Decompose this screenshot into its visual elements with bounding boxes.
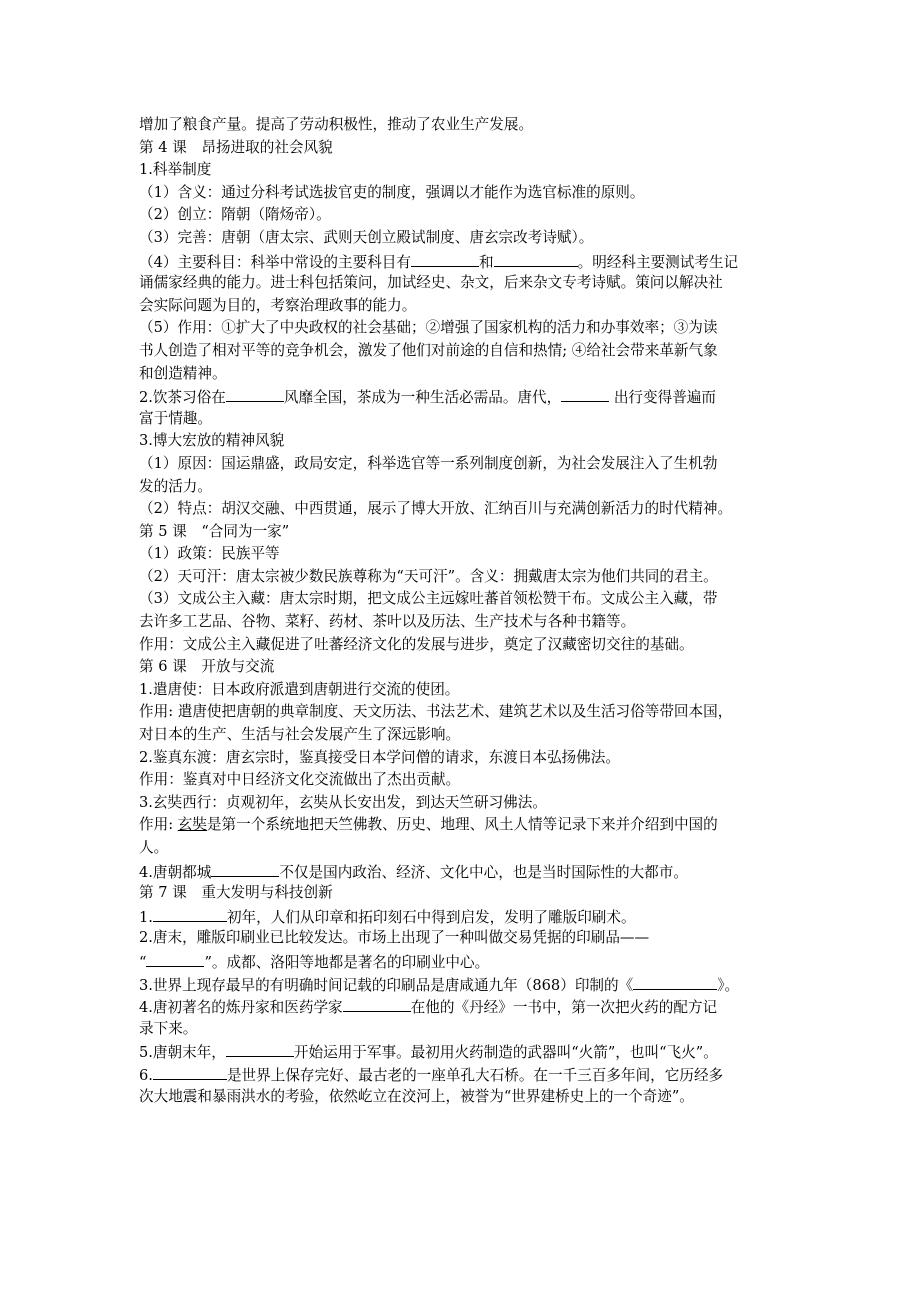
text-line-with-blanks bbox=[139, 950, 781, 973]
text-segment: 是世界上保存完好、最古老的一座单孔大石桥。在一千三百多年间，它历经多 bbox=[226, 1066, 724, 1084]
fill-blank[interactable] bbox=[343, 995, 411, 1012]
text-segment: 5.唐朝末年， bbox=[139, 1044, 226, 1062]
text-line: 和创造精神。 bbox=[139, 364, 227, 382]
fill-blank[interactable] bbox=[494, 250, 578, 267]
fill-blank[interactable] bbox=[153, 1063, 227, 1080]
text-segment: 作用: bbox=[139, 816, 178, 834]
text-line: 发的活力。 bbox=[139, 477, 212, 495]
text-line-with-blanks bbox=[139, 1063, 781, 1086]
text-line: 作用: 遣唐使把唐朝的典章制度、天文历法、书法艺术、建筑艺术以及生活习俗等带回本国， bbox=[139, 703, 733, 721]
text-line bbox=[139, 814, 781, 837]
text-segment: 4.唐初著名的炼丹家和医药学家 bbox=[139, 999, 343, 1017]
text-line: （5）作用：①扩大了中央政权的社会基础；②增强了国家机构的活力和办事效率；③为读 bbox=[139, 319, 718, 337]
text-line: 作用：文成公主入藏促进了吐蕃经济文化的发展与进步，奠定了汉藏密切交往的基础。 bbox=[139, 635, 694, 653]
fill-blank[interactable] bbox=[411, 250, 479, 267]
text-segment: 是第一个系统地把天竺佛教、历史、地理、风土人情等记录下来并介绍到中国的 bbox=[206, 816, 718, 834]
text-segment: ”。成都、洛阳等地都是著名的印刷业中心。 bbox=[204, 953, 490, 971]
text-line: 增加了粮食产量。提高了劳动积极性，推动了农业生产发展。 bbox=[139, 116, 534, 133]
text-line: 去许多工艺品、谷物、菜籽、药材、茶叶以及历法、生产技术与各种书籍等。 bbox=[139, 613, 636, 631]
text-line: 作用：鉴真对中日经济文化交流做出了杰出贡献。 bbox=[139, 771, 461, 789]
text-line: 人。 bbox=[139, 839, 169, 856]
lesson-6-heading: 第 6 课 开放与交流 bbox=[139, 658, 275, 676]
text-segment: 出行变得普遍而 bbox=[609, 389, 716, 407]
text-line: 会实际问题为目的，考察治理政事的能力。 bbox=[139, 296, 417, 314]
text-line: 录下来。 bbox=[139, 1019, 198, 1037]
text-segment: 不仅是国内政治、经济、文化中心，也是当时国际性的大都市。 bbox=[279, 863, 688, 881]
text-line: 2.唐末，雕版印刷业已比较发达。市场上出现了一种叫做交易凭据的印刷品—— bbox=[139, 929, 650, 947]
text-segment: “ bbox=[139, 953, 147, 971]
text-line-with-blanks bbox=[139, 973, 781, 996]
lesson-7-heading: 第 7 课 重大发明与科技创新 bbox=[139, 884, 333, 902]
text-line-with-blanks bbox=[139, 905, 781, 928]
text-segment: 初年，人们从印章和拓印刻石中得到启发，发明了雕版印刷术。 bbox=[226, 908, 636, 926]
text-line: 2.鉴真东渡：唐玄宗时，鉴真接受日本学问僧的请求，东渡日本弘扬佛法。 bbox=[139, 748, 620, 766]
text-line: 1.遣唐使：日本政府派遣到唐朝进行交流的使团。 bbox=[139, 680, 460, 698]
section-heading: 1.科举制度 bbox=[139, 161, 212, 179]
text-line: （3）完善：唐朝（唐太宗、武则天创立殿试制度、唐玄宗改考诗赋）。 bbox=[139, 228, 594, 246]
text-line: 对日本的生产、生活与社会发展产生了深远影响。 bbox=[139, 726, 461, 744]
text-segment: 1. bbox=[139, 908, 153, 926]
text-line: 书人创造了相对平等的竞争机会，激发了他们对前途的自信和热情; ④给社会带来革新气象 bbox=[139, 341, 718, 359]
text-line: 诵儒家经典的能力。进士科包括策问，加试经史、杂文，后来杂文专考诗赋。策问以解决社 bbox=[139, 274, 723, 292]
text-line: （1）含义：通过分科考试选拔官吏的制度，强调以才能作为选官标准的原则。 bbox=[139, 183, 645, 201]
text-line: （2）创立：隋朝（隋炀帝）。 bbox=[139, 206, 331, 224]
text-segment: 在他的《丹经》一书中，第一次把火药的配方记 bbox=[410, 999, 718, 1017]
text-segment: 6. bbox=[139, 1066, 153, 1084]
text-segment: （4）主要科目：科举中常设的主要科目有 bbox=[139, 253, 411, 271]
lesson-5-heading: 第 5 课 “合同为一家” bbox=[139, 522, 290, 540]
fill-blank[interactable] bbox=[226, 385, 284, 402]
text-line-with-blanks bbox=[139, 1040, 781, 1063]
text-line-with-blanks bbox=[139, 250, 781, 273]
fill-blank[interactable] bbox=[153, 905, 227, 922]
fill-blank[interactable] bbox=[561, 385, 609, 402]
text-segment: 风靡全国，茶成为一种生活必需品。唐代， bbox=[283, 389, 562, 407]
text-line: 次大地震和暴雨洪水的考验，依然屹立在洨河上，被誉为“世界建桥史上的一个奇迹”。 bbox=[139, 1087, 694, 1105]
text-segment: 3.世界上现存最早的有明确时间记载的印刷品是唐咸通九年（868）印制的《 bbox=[139, 976, 634, 994]
text-line: 3.玄奘西行：贞观初年，玄奘从长安出发，到达天竺研习佛法。 bbox=[139, 793, 547, 811]
fill-blank[interactable] bbox=[146, 950, 204, 967]
fill-blank[interactable] bbox=[211, 860, 279, 877]
text-segment: 》。 bbox=[717, 976, 740, 994]
text-line-with-blanks bbox=[139, 995, 781, 1018]
underlined-name: 玄奘 bbox=[177, 816, 207, 834]
text-line: （3）文成公主入藏：唐太宗时期，把文成公主远嫁吐蕃首领松赞干布。文成公主入藏，带 bbox=[139, 590, 718, 608]
section-heading: 3.博大宏放的精神风貌 bbox=[139, 432, 285, 450]
text-segment: 2.饮茶习俗在 bbox=[139, 389, 226, 407]
text-segment: 。明经科主要测试考生记 bbox=[577, 253, 739, 271]
text-line-with-blanks bbox=[139, 385, 781, 408]
text-segment: 4.唐朝都城 bbox=[139, 863, 212, 881]
lesson-4-heading: 第 4 课 昂扬进取的社会风貌 bbox=[139, 138, 333, 156]
text-line: （2）天可汗：唐太宗被少数民族尊称为“天可汗”。含义：拥戴唐太宗为他们共同的君主。 bbox=[139, 567, 718, 585]
text-line: （1）政策：民族平等 bbox=[139, 545, 280, 563]
text-line: （1）原因：国运鼎盛，政局安定，科举选官等一系列制度创新，为社会发展注入了生机勃 bbox=[139, 454, 718, 472]
text-line: 富于情趣。 bbox=[139, 409, 212, 427]
text-line: （2）特点：胡汉交融、中西贯通，展示了博大开放、汇纳百川与充满创新活力的时代精神。 bbox=[139, 500, 733, 518]
document-body bbox=[139, 114, 781, 1108]
text-segment: 和 bbox=[478, 253, 494, 271]
text-segment: 开始运用于军事。最初用火药制造的武器叫“火箭”，也叫“飞火”。 bbox=[293, 1044, 718, 1062]
text-line-with-blanks bbox=[139, 860, 781, 883]
fill-blank[interactable] bbox=[226, 1040, 294, 1057]
fill-blank[interactable] bbox=[633, 973, 717, 990]
